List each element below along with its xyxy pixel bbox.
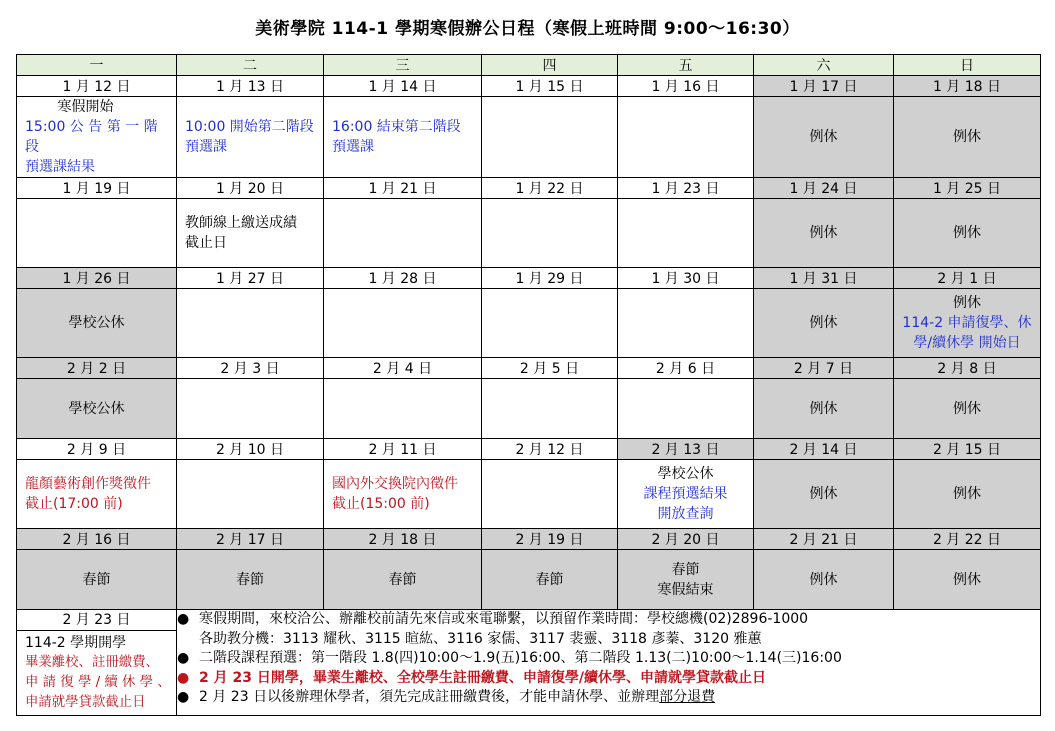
weekday-header: 三 xyxy=(324,55,482,76)
weekday-header: 一 xyxy=(17,55,177,76)
event-text: 114-2 申請復學、休 xyxy=(902,315,1032,331)
date-cell: 1 月 29 日 xyxy=(482,268,618,289)
event-text: 國內外交換院內徵件 xyxy=(332,476,458,492)
weekday-header: 六 xyxy=(754,55,894,76)
event-cell: 例休 xyxy=(894,97,1041,178)
date-cell: 2 月 9 日 xyxy=(17,439,177,460)
event-cell xyxy=(324,289,482,358)
note-item xyxy=(177,610,1040,630)
event-text: 114-2 學期開學 xyxy=(25,635,127,651)
event-text: 截止日 xyxy=(185,235,227,251)
event-row xyxy=(17,550,1041,610)
date-cell: 1 月 21 日 xyxy=(324,178,482,199)
event-text: 寒假結束 xyxy=(657,581,714,598)
event-cell: 春節 xyxy=(17,550,177,610)
date-cell: 2 月 21 日 xyxy=(754,529,894,550)
event-text: 截止(17:00 前) xyxy=(25,496,123,512)
event-text-block xyxy=(17,631,176,715)
event-text: 截止(15:00 前) xyxy=(332,496,430,512)
note-text: 二階段課程預選：第一階段 1.8(四)10:00～1.9(五)16:00、第二階段 1.13(二)10:00～1.14(三)16:00 xyxy=(199,650,842,666)
event-text: 16:00 結束第二階段 xyxy=(332,119,461,135)
event-cell xyxy=(177,97,324,178)
date-cell: 1 月 26 日 xyxy=(17,268,177,289)
event-cell: 春節 xyxy=(324,550,482,610)
event-cell xyxy=(482,379,618,439)
event-cell: 例休 xyxy=(894,550,1041,610)
event-cell xyxy=(618,379,754,439)
note-text: 2 月 23 日以後辦理休學者，須先完成註冊繳費後，才能申請休學、並辦理 xyxy=(199,689,660,705)
date-cell: 2 月 17 日 xyxy=(177,529,324,550)
event-text: 10:00 開始第二階段 xyxy=(185,119,314,135)
event-cell xyxy=(482,289,618,358)
event-cell xyxy=(618,199,754,268)
date-cell: 1 月 16 日 xyxy=(618,76,754,97)
date-cell: 2 月 18 日 xyxy=(324,529,482,550)
event-cell: 例休 xyxy=(754,460,894,529)
event-cell xyxy=(894,289,1041,358)
event-cell: 春節 xyxy=(482,550,618,610)
date-cell: 2 月 14 日 xyxy=(754,439,894,460)
event-cell xyxy=(324,199,482,268)
date-cell: 2 月 22 日 xyxy=(894,529,1041,550)
bullet-icon: ● xyxy=(177,689,190,705)
note-item xyxy=(177,688,1040,708)
date-cell: 1 月 15 日 xyxy=(482,76,618,97)
date-row xyxy=(17,439,1041,460)
date-cell: 1 月 12 日 xyxy=(17,76,177,97)
date-cell: 1 月 18 日 xyxy=(894,76,1041,97)
event-cell: 例休 xyxy=(894,460,1041,529)
event-cell xyxy=(324,460,482,529)
event-cell xyxy=(17,199,177,268)
event-cell: 例休 xyxy=(754,289,894,358)
date-cell: 1 月 31 日 xyxy=(754,268,894,289)
note-text: 2 月 23 日開學，畢業生離校、全校學生註冊繳費、申請復學/續休學、申請就學貸款截止日 xyxy=(199,669,766,686)
event-cell xyxy=(324,97,482,178)
date-cell: 1 月 27 日 xyxy=(177,268,324,289)
weekday-header: 日 xyxy=(894,55,1041,76)
event-text: 預選課結果 xyxy=(25,159,95,175)
date-cell: 2 月 1 日 xyxy=(894,268,1041,289)
date-cell: 1 月 25 日 xyxy=(894,178,1041,199)
event-cell xyxy=(482,199,618,268)
page-title: 美術學院 114-1 學期寒假辦公日程（寒假上班時間 9:00～16:30） xyxy=(255,19,800,39)
date-cell: 1 月 30 日 xyxy=(618,268,754,289)
date-cell: 1 月 28 日 xyxy=(324,268,482,289)
weekday-header: 四 xyxy=(482,55,618,76)
date-cell: 2 月 3 日 xyxy=(177,358,324,379)
date-cell: 1 月 23 日 xyxy=(618,178,754,199)
date-cell: 2 月 8 日 xyxy=(894,358,1041,379)
event-cell: 春節 xyxy=(177,550,324,610)
event-text: 教師線上繳送成績 xyxy=(185,215,297,231)
date-cell: 2 月 10 日 xyxy=(177,439,324,460)
event-cell xyxy=(177,460,324,529)
date-row xyxy=(17,358,1041,379)
event-row xyxy=(17,199,1041,268)
calendar-table xyxy=(16,54,1041,716)
event-text: 春節 xyxy=(671,561,700,578)
date-cell: 2 月 7 日 xyxy=(754,358,894,379)
date-cell: 1 月 20 日 xyxy=(177,178,324,199)
event-text: 龍顏藝術創作獎徵件 xyxy=(25,476,151,492)
date-row xyxy=(17,178,1041,199)
bullet-icon: ● xyxy=(177,669,190,686)
event-cell: 例休 xyxy=(754,97,894,178)
notes-cell xyxy=(177,610,1041,716)
event-cell xyxy=(324,379,482,439)
event-cell: 學校公休 xyxy=(17,379,177,439)
event-cell xyxy=(177,199,324,268)
event-cell xyxy=(618,460,754,529)
event-text: 開放查詢 xyxy=(657,506,714,522)
event-cell xyxy=(17,460,177,529)
date-row xyxy=(17,76,1041,97)
event-cell: 例休 xyxy=(754,379,894,439)
date-cell: 2 月 16 日 xyxy=(17,529,177,550)
date-cell: 2 月 11 日 xyxy=(324,439,482,460)
event-cell xyxy=(618,550,754,610)
event-cell: 學校公休 xyxy=(17,289,177,358)
note-item xyxy=(177,669,1040,689)
date-cell: 1 月 13 日 xyxy=(177,76,324,97)
event-text: 預選課 xyxy=(185,139,227,155)
date-cell: 1 月 24 日 xyxy=(754,178,894,199)
event-cell: 例休 xyxy=(754,199,894,268)
event-text: 畢業離校、註冊繳費、 xyxy=(25,655,159,670)
weekday-header: 五 xyxy=(618,55,754,76)
event-text: 例休 xyxy=(953,295,981,311)
note-text: 各助教分機：3113 耀秋、3115 暄紘、3116 家儒、3117 裴靈、3118 彥蓁、3120 雅蕙 xyxy=(199,630,762,647)
event-cell: 例休 xyxy=(894,379,1041,439)
event-cell xyxy=(177,379,324,439)
event-text: 預選課 xyxy=(332,139,374,155)
note-text: 寒假期間，來校洽公、辦離校前請先來信或來電聯繫，以預留作業時間：學校總機(02)2896-1000 xyxy=(199,611,809,627)
event-cell xyxy=(17,610,177,716)
weekday-header-row xyxy=(17,55,1041,76)
event-row xyxy=(17,289,1041,358)
date-cell: 2 月 15 日 xyxy=(894,439,1041,460)
date-cell: 1 月 17 日 xyxy=(754,76,894,97)
event-cell xyxy=(618,97,754,178)
event-text: 學校公休 xyxy=(657,466,714,482)
event-row xyxy=(17,97,1041,178)
date-cell: 1 月 22 日 xyxy=(482,178,618,199)
event-cell xyxy=(177,289,324,358)
bullet-icon: ● xyxy=(177,611,190,627)
note-item xyxy=(177,649,1040,669)
date-cell: 2 月 5 日 xyxy=(482,358,618,379)
event-text: 學/續休學 開始日 xyxy=(913,335,1021,351)
event-text: 申請就學貸款截止日 xyxy=(25,695,146,710)
event-row xyxy=(17,379,1041,439)
event-cell: 例休 xyxy=(894,199,1041,268)
date-cell: 2 月 2 日 xyxy=(17,358,177,379)
final-row xyxy=(17,610,1041,716)
event-cell xyxy=(17,97,177,178)
date-row xyxy=(17,268,1041,289)
date-cell: 1 月 19 日 xyxy=(17,178,177,199)
date-cell: 1 月 14 日 xyxy=(324,76,482,97)
date-cell: 2 月 6 日 xyxy=(618,358,754,379)
weekday-header: 二 xyxy=(177,55,324,76)
event-row xyxy=(17,460,1041,529)
date-row xyxy=(17,529,1041,550)
event-cell xyxy=(618,289,754,358)
date-cell: 2 月 4 日 xyxy=(324,358,482,379)
event-cell: 例休 xyxy=(754,550,894,610)
event-cell xyxy=(482,460,618,529)
date-cell: 2 月 12 日 xyxy=(482,439,618,460)
note-text-underlined: 部分退費 xyxy=(659,689,716,705)
date-cell: 2 月 13 日 xyxy=(618,439,754,460)
bullet-icon: ● xyxy=(177,650,190,666)
event-text: 寒假開始 xyxy=(57,99,114,115)
event-text: 課程預選結果 xyxy=(643,486,728,502)
event-text: 15:00 公 告 第 一 階 段 xyxy=(25,119,158,155)
date-cell: 2 月 20 日 xyxy=(618,529,754,550)
date-cell: 2 月 19 日 xyxy=(482,529,618,550)
date-cell: 2 月 23 日 xyxy=(17,610,176,631)
event-text: 申 請 復 學 / 續 休 學 、 xyxy=(25,675,171,690)
event-cell xyxy=(482,97,618,178)
